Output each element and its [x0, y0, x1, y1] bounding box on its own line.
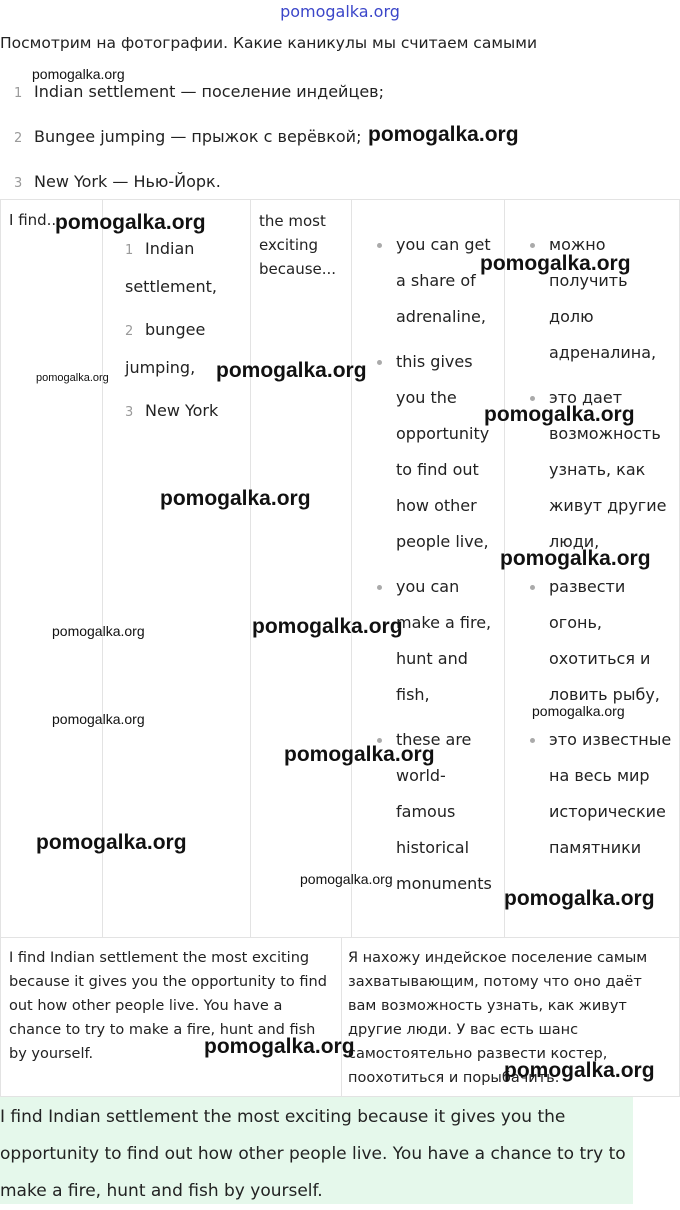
bullet-icon [530, 396, 535, 401]
watermark-overlay: pomogalka.org [484, 403, 635, 426]
watermark-overlay: pomogalka.org [160, 487, 311, 510]
watermark-overlay: pomogalka.org [52, 711, 145, 727]
col-activity [125, 393, 245, 431]
activity-item: Indian settlement, [125, 239, 217, 296]
list-number: 2 [125, 324, 134, 339]
example-en: I find Indian settlement the most exciting because it gives you the opportunity to find out how other people live. You have a chance to try to make a fire, hunt and fish by yourself. [9, 950, 327, 1062]
bullet-icon [377, 243, 382, 248]
watermark-overlay: pomogalka.org [36, 831, 187, 854]
site-watermark-header: pomogalka.org [280, 2, 400, 21]
reason-en: these are world-famous historical monuments [396, 730, 492, 893]
watermark-overlay: pomogalka.org [368, 123, 519, 146]
col-activity [125, 231, 245, 305]
watermark-overlay: pomogalka.org [36, 372, 109, 384]
bullet-icon [530, 243, 535, 248]
vocabulary-table [0, 199, 680, 1097]
reason-ru: развести огонь, охотиться и ловить рыбу, [549, 577, 660, 704]
activity-item: bungee jumping, [125, 320, 206, 377]
list-text: New York — Нью-Йорк. [34, 172, 221, 191]
reason-ru: можно получить долю адреналина, [549, 235, 657, 362]
watermark-overlay: pomogalka.org [504, 1059, 655, 1082]
watermark-overlay: pomogalka.org [55, 211, 206, 234]
watermark-overlay: pomogalka.org [480, 252, 631, 275]
example-ru: Я нахожу индейское поселение самым захватывающим, потому что оно даёт вам возможность узнать, как живут другие люди. У вас есть шанс самостоятельно развести костер, поохотиться и порыбачить. [348, 950, 648, 1086]
answer-text: I find Indian settlement the most exciting because it gives you the opportunity to find out how other people live. You have a chance to try to make a fire, hunt and fish by yourself. [0, 1107, 626, 1201]
watermark-overlay: pomogalka.org [252, 615, 403, 638]
list-text: Indian settlement — поселение индейцев; [34, 82, 384, 101]
col-i-find: I find... [9, 211, 61, 229]
reason-en: this gives you the opportunity to find out how other people live, [396, 352, 490, 551]
bullet-icon [377, 585, 382, 590]
list-number: 2 [14, 131, 23, 146]
watermark-overlay: pomogalka.org [52, 623, 145, 639]
watermark-overlay: pomogalka.org [284, 743, 435, 766]
watermark-overlay: pomogalka.org [500, 547, 651, 570]
list-item [14, 82, 384, 101]
list-number: 1 [125, 243, 134, 258]
watermark-overlay: pomogalka.org [504, 887, 655, 910]
reason-ru: это дает возможность узнать, как живут другие люди, [549, 388, 667, 551]
reason-en: you can make a fire, hunt and fish, [396, 577, 492, 704]
bullet-icon [530, 585, 535, 590]
list-item [14, 172, 221, 191]
watermark-overlay: pomogalka.org [532, 703, 625, 719]
list-number: 3 [125, 405, 134, 420]
activity-item: New York [145, 401, 219, 420]
col-most-exciting: the most exciting because... [259, 212, 337, 278]
list-text: Bungee jumping — прыжок с верёвкой; [34, 127, 362, 146]
watermark-overlay: pomogalka.org [32, 66, 125, 82]
bullet-icon [530, 738, 535, 743]
reason-en: you can get a share of adrenaline, [396, 235, 491, 326]
list-number: 1 [14, 86, 23, 101]
watermark-overlay: pomogalka.org [216, 359, 367, 382]
watermark-overlay: pomogalka.org [300, 871, 393, 887]
reason-ru: это известные на весь мир исторические памятники [549, 730, 672, 857]
list-number: 3 [14, 176, 23, 191]
intro-text: Посмотрим на фотографии. Какие каникулы мы считаем самыми [0, 34, 538, 52]
bullet-icon [377, 360, 382, 365]
watermark-overlay: pomogalka.org [204, 1035, 355, 1058]
list-item [14, 127, 361, 146]
